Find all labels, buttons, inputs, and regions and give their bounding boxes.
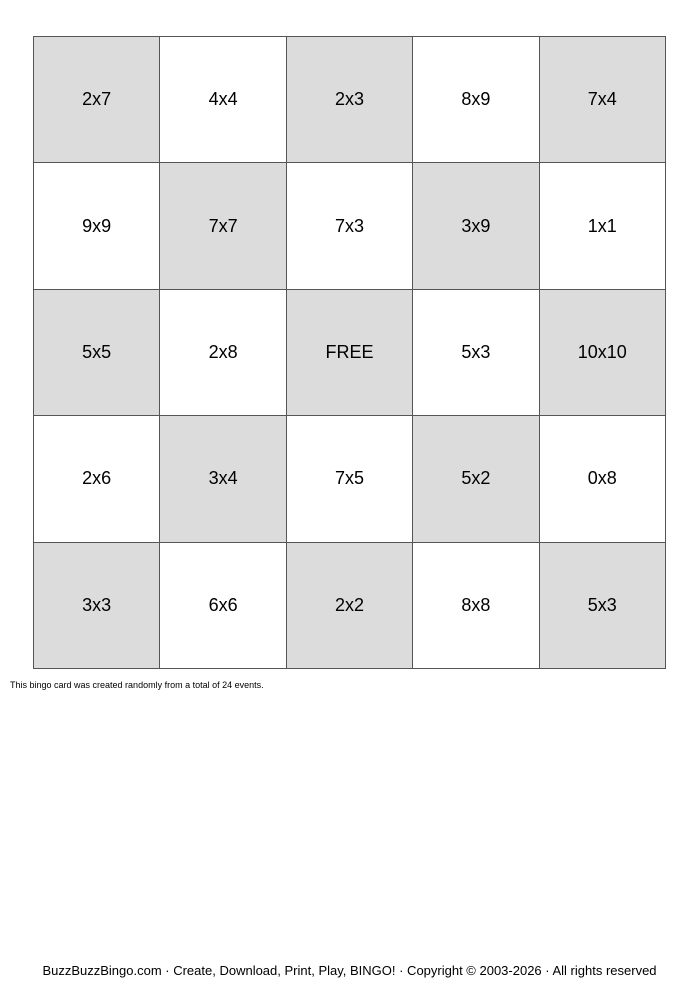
bingo-cell: 7x4 bbox=[540, 37, 666, 163]
bingo-cell: 2x8 bbox=[160, 290, 286, 416]
bingo-cell: 5x3 bbox=[540, 543, 666, 669]
bingo-cell: 4x4 bbox=[160, 37, 286, 163]
bingo-card-grid bbox=[33, 36, 666, 669]
bingo-cell: 5x5 bbox=[34, 290, 160, 416]
card-generation-note: This bingo card was created randomly from a total of 24 events. bbox=[10, 680, 264, 690]
bingo-cell: 7x5 bbox=[287, 416, 413, 542]
bingo-cell: 2x3 bbox=[287, 37, 413, 163]
bingo-cell: 2x7 bbox=[34, 37, 160, 163]
bingo-cell: 7x3 bbox=[287, 163, 413, 289]
bingo-cell: 5x3 bbox=[413, 290, 539, 416]
bingo-cell: 3x3 bbox=[34, 543, 160, 669]
bingo-cell: 8x8 bbox=[413, 543, 539, 669]
bingo-cell: 3x9 bbox=[413, 163, 539, 289]
bingo-cell: 8x9 bbox=[413, 37, 539, 163]
bingo-cell: 2x2 bbox=[287, 543, 413, 669]
bingo-cell: 1x1 bbox=[540, 163, 666, 289]
bingo-cell: 2x6 bbox=[34, 416, 160, 542]
bingo-cell: 10x10 bbox=[540, 290, 666, 416]
bingo-cell: 0x8 bbox=[540, 416, 666, 542]
bingo-cell: 3x4 bbox=[160, 416, 286, 542]
bingo-cell: 7x7 bbox=[160, 163, 286, 289]
bingo-cell: 5x2 bbox=[413, 416, 539, 542]
bingo-cell: 6x6 bbox=[160, 543, 286, 669]
bingo-cell: 9x9 bbox=[34, 163, 160, 289]
bingo-cell-free: FREE bbox=[287, 290, 413, 416]
page-footer: BuzzBuzzBingo.com · Create, Download, Print, Play, BINGO! · Copyright © 2003-2026 · All rights reserved bbox=[42, 963, 657, 978]
